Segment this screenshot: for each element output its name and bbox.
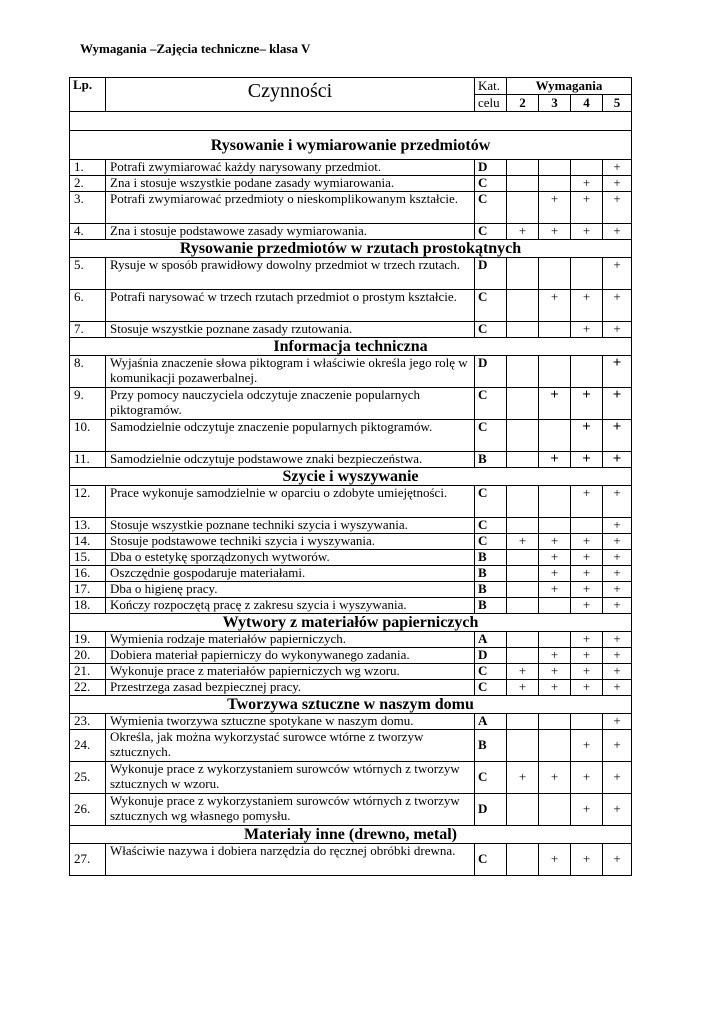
- section-title: Rysowanie przedmiotów w rzutach prostokątnych: [70, 240, 632, 258]
- row-mark-grade-3: +: [539, 452, 571, 468]
- row-mark-grade-2: [507, 730, 539, 762]
- table-row: [70, 730, 632, 762]
- row-mark-grade-3: [539, 632, 571, 648]
- row-category: B: [475, 452, 507, 468]
- row-mark-grade-2: +: [507, 224, 539, 240]
- row-mark-grade-5: +: [603, 322, 632, 338]
- row-activity: Wykonuje prace z materiałów papierniczych wg wzoru.: [106, 664, 475, 680]
- row-mark-grade-2: [507, 452, 539, 468]
- row-mark-grade-3: [539, 598, 571, 614]
- row-mark-grade-3: +: [539, 192, 571, 224]
- row-activity: Wyjaśnia znaczenie słowa piktogram i właściwie określa jego rolę w komunikacji pozawerbalnej.: [106, 356, 475, 388]
- row-activity: Zna i stosuje wszystkie podane zasady wymiarowania.: [106, 176, 475, 192]
- table-row: [70, 550, 632, 566]
- row-mark-grade-3: [539, 176, 571, 192]
- row-mark-grade-3: [539, 730, 571, 762]
- row-mark-grade-2: +: [507, 762, 539, 794]
- header-category-line2: celu: [475, 95, 507, 112]
- row-mark-grade-4: +: [571, 648, 603, 664]
- row-activity: Stosuje podstawowe techniki szycia i wyszywania.: [106, 534, 475, 550]
- row-mark-grade-2: [507, 258, 539, 290]
- row-mark-grade-5: +: [603, 664, 632, 680]
- document-title: Wymagania –Zajęcia techniczne– klasa V: [80, 41, 311, 56]
- row-mark-grade-5: +: [603, 176, 632, 192]
- row-mark-grade-5: +: [603, 224, 632, 240]
- section-title: Wytwory z materiałów papierniczych: [70, 614, 632, 632]
- header-grade-3: 3: [539, 95, 571, 112]
- row-mark-grade-3: +: [539, 550, 571, 566]
- row-mark-grade-4: +: [571, 582, 603, 598]
- table-row: [70, 664, 632, 680]
- header-category-line1: Kat.: [475, 78, 507, 95]
- row-number: 24.: [70, 730, 106, 762]
- row-category: C: [475, 680, 507, 696]
- section-title: Informacja techniczna: [70, 338, 632, 356]
- row-activity: Wymienia rodzaje materiałów papierniczych.: [106, 632, 475, 648]
- row-number: 13.: [70, 518, 106, 534]
- header-grade-4: 4: [571, 95, 603, 112]
- row-mark-grade-2: [507, 844, 539, 876]
- row-mark-grade-3: [539, 258, 571, 290]
- row-number: 7.: [70, 322, 106, 338]
- row-mark-grade-2: [507, 582, 539, 598]
- row-mark-grade-4: +: [571, 598, 603, 614]
- row-category: C: [475, 518, 507, 534]
- header-activities: Czynności: [106, 78, 475, 112]
- row-number: 12.: [70, 486, 106, 518]
- row-mark-grade-3: +: [539, 582, 571, 598]
- row-mark-grade-3: [539, 518, 571, 534]
- table-row: [70, 648, 632, 664]
- row-mark-grade-5: +: [603, 714, 632, 730]
- row-activity: Przestrzega zasad bezpiecznej pracy.: [106, 680, 475, 696]
- row-mark-grade-5: +: [603, 566, 632, 582]
- row-mark-grade-3: +: [539, 290, 571, 322]
- table-row: [70, 290, 632, 322]
- row-number: 15.: [70, 550, 106, 566]
- table-row: [70, 160, 632, 176]
- row-mark-grade-5: +: [603, 632, 632, 648]
- section-header: [70, 696, 632, 714]
- row-mark-grade-3: +: [539, 224, 571, 240]
- row-mark-grade-4: +: [571, 844, 603, 876]
- row-activity: Wykonuje prace z wykorzystaniem surowców wtórnych z tworzyw sztucznych w wzoru.: [106, 762, 475, 794]
- row-number: 3.: [70, 192, 106, 224]
- row-activity: Samodzielnie odczytuje podstawowe znaki bezpieczeństwa.: [106, 452, 475, 468]
- row-category: B: [475, 730, 507, 762]
- row-mark-grade-2: [507, 550, 539, 566]
- row-mark-grade-4: +: [571, 664, 603, 680]
- row-mark-grade-3: [539, 794, 571, 826]
- row-number: 11.: [70, 452, 106, 468]
- row-mark-grade-2: [507, 598, 539, 614]
- section-header: [70, 338, 632, 356]
- row-mark-grade-4: +: [571, 550, 603, 566]
- row-mark-grade-4: +: [571, 794, 603, 826]
- table-row: [70, 518, 632, 534]
- row-activity: Potrafi zwymiarować każdy narysowany przedmiot.: [106, 160, 475, 176]
- blank-cell: [70, 112, 632, 131]
- requirements-table: [69, 77, 632, 876]
- row-activity: Dobiera materiał papierniczy do wykonywanego zadania.: [106, 648, 475, 664]
- table-row: [70, 420, 632, 452]
- row-mark-grade-3: +: [539, 680, 571, 696]
- row-mark-grade-4: +: [571, 534, 603, 550]
- table-row: [70, 844, 632, 876]
- row-mark-grade-5: +: [603, 452, 632, 468]
- row-mark-grade-2: [507, 160, 539, 176]
- section-title: Tworzywa sztuczne w naszym domu: [70, 696, 632, 714]
- table-row: [70, 566, 632, 582]
- section-title: Szycie i wyszywanie: [70, 468, 632, 486]
- row-mark-grade-5: +: [603, 794, 632, 826]
- table-row: [70, 598, 632, 614]
- row-mark-grade-2: [507, 566, 539, 582]
- row-mark-grade-5: +: [603, 518, 632, 534]
- row-category: C: [475, 290, 507, 322]
- row-mark-grade-5: +: [603, 598, 632, 614]
- section-header: [70, 468, 632, 486]
- row-category: D: [475, 356, 507, 388]
- row-mark-grade-4: +: [571, 322, 603, 338]
- row-number: 25.: [70, 762, 106, 794]
- row-mark-grade-2: [507, 420, 539, 452]
- row-mark-grade-5: +: [603, 582, 632, 598]
- row-category: C: [475, 534, 507, 550]
- table-row: [70, 322, 632, 338]
- row-number: 10.: [70, 420, 106, 452]
- table-row: [70, 714, 632, 730]
- row-mark-grade-2: [507, 192, 539, 224]
- table-row: [70, 762, 632, 794]
- row-number: 22.: [70, 680, 106, 696]
- row-category: C: [475, 486, 507, 518]
- row-activity: Właściwie nazywa i dobiera narzędzia do ręcznej obróbki drewna.: [106, 844, 475, 876]
- header-grade-2: 2: [507, 95, 539, 112]
- row-mark-grade-4: +: [571, 486, 603, 518]
- row-mark-grade-3: [539, 160, 571, 176]
- row-category: B: [475, 582, 507, 598]
- row-mark-grade-3: [539, 714, 571, 730]
- row-category: C: [475, 844, 507, 876]
- row-mark-grade-3: [539, 322, 571, 338]
- row-activity: Samodzielnie odczytuje znaczenie popularnych piktogramów.: [106, 420, 475, 452]
- row-mark-grade-3: +: [539, 388, 571, 420]
- row-activity: Prace wykonuje samodzielnie w oparciu o zdobyte umiejętności.: [106, 486, 475, 518]
- row-mark-grade-5: +: [603, 388, 632, 420]
- row-number: 23.: [70, 714, 106, 730]
- row-mark-grade-2: [507, 356, 539, 388]
- section-title: Materiały inne (drewno, metal): [70, 826, 632, 844]
- row-category: D: [475, 160, 507, 176]
- row-number: 26.: [70, 794, 106, 826]
- row-category: D: [475, 258, 507, 290]
- row-activity: Oszczędnie gospodaruje materiałami.: [106, 566, 475, 582]
- table-row: [70, 192, 632, 224]
- row-mark-grade-3: +: [539, 664, 571, 680]
- row-mark-grade-4: [571, 714, 603, 730]
- section-header: [70, 614, 632, 632]
- row-category: B: [475, 566, 507, 582]
- row-mark-grade-5: +: [603, 356, 632, 388]
- row-number: 17.: [70, 582, 106, 598]
- row-number: 21.: [70, 664, 106, 680]
- row-mark-grade-2: [507, 322, 539, 338]
- row-number: 16.: [70, 566, 106, 582]
- table-row: [70, 632, 632, 648]
- row-mark-grade-3: +: [539, 648, 571, 664]
- row-mark-grade-5: +: [603, 730, 632, 762]
- row-activity: Potrafi zwymiarować przedmioty o nieskomplikowanym kształcie.: [106, 192, 475, 224]
- row-mark-grade-4: [571, 356, 603, 388]
- row-number: 4.: [70, 224, 106, 240]
- row-mark-grade-5: +: [603, 550, 632, 566]
- row-category: D: [475, 794, 507, 826]
- row-number: 5.: [70, 258, 106, 290]
- row-number: 8.: [70, 356, 106, 388]
- row-mark-grade-4: +: [571, 730, 603, 762]
- row-number: 6.: [70, 290, 106, 322]
- row-category: C: [475, 322, 507, 338]
- row-mark-grade-3: +: [539, 844, 571, 876]
- row-mark-grade-5: +: [603, 680, 632, 696]
- row-activity: Wykonuje prace z wykorzystaniem surowców wtórnych z tworzyw sztucznych wg własnego pomysłu.: [106, 794, 475, 826]
- row-mark-grade-4: [571, 160, 603, 176]
- row-mark-grade-2: [507, 794, 539, 826]
- row-mark-grade-3: [539, 420, 571, 452]
- table-row: [70, 388, 632, 420]
- row-activity: Potrafi narysować w trzech rzutach przedmiot o prostym kształcie.: [106, 290, 475, 322]
- table-row: [70, 176, 632, 192]
- row-mark-grade-2: [507, 714, 539, 730]
- row-activity: Dba o higienę pracy.: [106, 582, 475, 598]
- row-category: C: [475, 420, 507, 452]
- row-mark-grade-5: +: [603, 192, 632, 224]
- table-row: [70, 258, 632, 290]
- row-mark-grade-4: +: [571, 452, 603, 468]
- row-mark-grade-5: +: [603, 762, 632, 794]
- row-mark-grade-5: +: [603, 420, 632, 452]
- row-mark-grade-4: +: [571, 388, 603, 420]
- row-number: 1.: [70, 160, 106, 176]
- section-header: [70, 826, 632, 844]
- row-mark-grade-2: [507, 290, 539, 322]
- row-mark-grade-4: +: [571, 632, 603, 648]
- row-mark-grade-2: [507, 388, 539, 420]
- row-category: B: [475, 550, 507, 566]
- row-number: 2.: [70, 176, 106, 192]
- row-number: 18.: [70, 598, 106, 614]
- blank-row: [70, 112, 632, 131]
- row-category: C: [475, 762, 507, 794]
- row-mark-grade-5: +: [603, 648, 632, 664]
- row-mark-grade-5: +: [603, 160, 632, 176]
- row-mark-grade-3: +: [539, 762, 571, 794]
- row-mark-grade-4: +: [571, 420, 603, 452]
- row-category: A: [475, 632, 507, 648]
- row-mark-grade-4: +: [571, 224, 603, 240]
- row-activity: Dba o estetykę sporządzonych wytworów.: [106, 550, 475, 566]
- row-mark-grade-5: +: [603, 258, 632, 290]
- row-mark-grade-3: +: [539, 566, 571, 582]
- row-mark-grade-2: +: [507, 534, 539, 550]
- row-number: 19.: [70, 632, 106, 648]
- table-row: [70, 534, 632, 550]
- header-lp: Lp.: [70, 78, 106, 112]
- row-mark-grade-4: +: [571, 176, 603, 192]
- row-mark-grade-3: [539, 356, 571, 388]
- row-mark-grade-4: +: [571, 680, 603, 696]
- row-number: 14.: [70, 534, 106, 550]
- section-title: Rysowanie i wymiarowanie przedmiotów: [70, 131, 632, 160]
- row-category: C: [475, 388, 507, 420]
- table-row: [70, 224, 632, 240]
- row-mark-grade-5: +: [603, 534, 632, 550]
- row-number: 27.: [70, 844, 106, 876]
- row-mark-grade-5: +: [603, 844, 632, 876]
- section-header: [70, 240, 632, 258]
- row-mark-grade-2: +: [507, 680, 539, 696]
- row-mark-grade-2: [507, 648, 539, 664]
- table-row: [70, 794, 632, 826]
- row-activity: Określa, jak można wykorzystać surowce wtórne z tworzyw sztucznych.: [106, 730, 475, 762]
- row-mark-grade-4: [571, 518, 603, 534]
- row-number: 20.: [70, 648, 106, 664]
- row-category: D: [475, 648, 507, 664]
- header-row-1: [70, 78, 632, 95]
- row-mark-grade-4: +: [571, 290, 603, 322]
- row-mark-grade-5: +: [603, 486, 632, 518]
- row-category: B: [475, 598, 507, 614]
- table-row: [70, 452, 632, 468]
- row-activity: Rysuje w sposób prawidłowy dowolny przedmiot w trzech rzutach.: [106, 258, 475, 290]
- header-requirements: Wymagania: [507, 78, 632, 95]
- table-row: [70, 582, 632, 598]
- row-mark-grade-3: +: [539, 534, 571, 550]
- header-grade-5: 5: [603, 95, 632, 112]
- row-mark-grade-2: [507, 486, 539, 518]
- row-activity: Stosuje wszystkie poznane techniki szycia i wyszywania.: [106, 518, 475, 534]
- row-activity: Wymienia tworzywa sztuczne spotykane w naszym domu.: [106, 714, 475, 730]
- row-mark-grade-4: +: [571, 762, 603, 794]
- row-category: A: [475, 714, 507, 730]
- row-mark-grade-2: +: [507, 664, 539, 680]
- row-category: C: [475, 664, 507, 680]
- table-row: [70, 356, 632, 388]
- row-mark-grade-3: [539, 486, 571, 518]
- row-mark-grade-4: +: [571, 566, 603, 582]
- table-row: [70, 680, 632, 696]
- row-category: C: [475, 224, 507, 240]
- row-activity: Kończy rozpoczętą pracę z zakresu szycia i wyszywania.: [106, 598, 475, 614]
- row-mark-grade-2: [507, 518, 539, 534]
- row-mark-grade-2: [507, 632, 539, 648]
- row-mark-grade-5: +: [603, 290, 632, 322]
- section-header: [70, 131, 632, 160]
- row-mark-grade-4: [571, 258, 603, 290]
- row-category: C: [475, 176, 507, 192]
- row-mark-grade-2: [507, 176, 539, 192]
- row-activity: Przy pomocy nauczyciela odczytuje znaczenie popularnych piktogramów.: [106, 388, 475, 420]
- row-activity: Zna i stosuje podstawowe zasady wymiarowania.: [106, 224, 475, 240]
- row-category: C: [475, 192, 507, 224]
- row-mark-grade-4: +: [571, 192, 603, 224]
- table-row: [70, 486, 632, 518]
- row-number: 9.: [70, 388, 106, 420]
- row-activity: Stosuje wszystkie poznane zasady rzutowania.: [106, 322, 475, 338]
